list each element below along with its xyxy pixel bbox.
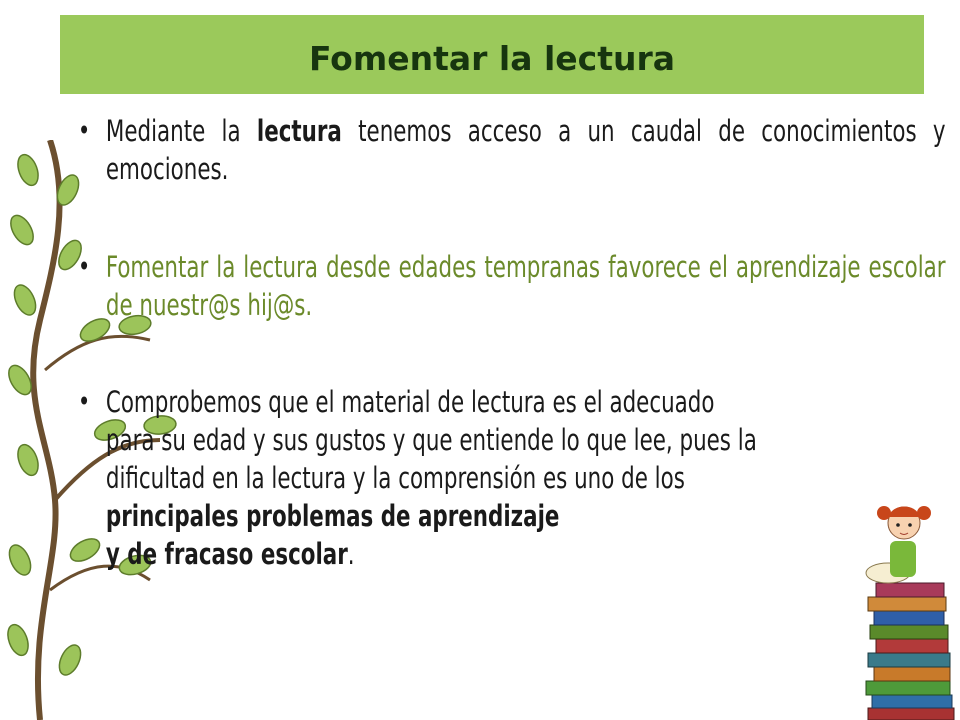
bullet-text: • Comprobemos que el material de lectura es el adecuado <box>105 385 715 419</box>
bullet-text: tenemos acceso a un caudal de conocimientos y emociones. <box>105 114 946 186</box>
bullet-item <box>78 383 946 573</box>
bullet-bold-text: principales problemas de aprendizaje <box>105 499 560 533</box>
bullet-bold-text: lectura <box>256 114 342 148</box>
slide-title: Fomentar la lectura <box>308 39 676 78</box>
bullet-text: Fomentar la lectura desde edades tempranas favorece el aprendizaje escolar de nuestr@s hij@s. <box>105 250 946 322</box>
bullet-list <box>78 112 946 573</box>
bullet-text: para su edad y sus gustos y que entiende lo que lee, pues la <box>105 423 757 457</box>
title-bar <box>60 15 924 94</box>
girl-on-books-illustration <box>838 483 960 720</box>
bullet-text: dificultad en la lectura y la comprensión es uno de los <box>105 461 685 495</box>
bullet-item <box>78 248 946 324</box>
bullet-item <box>78 112 946 188</box>
bullet-text: Mediante la <box>105 114 257 148</box>
bullet-bold-text: y de fracaso escolar <box>105 537 348 571</box>
bullet-text: . <box>347 537 355 571</box>
